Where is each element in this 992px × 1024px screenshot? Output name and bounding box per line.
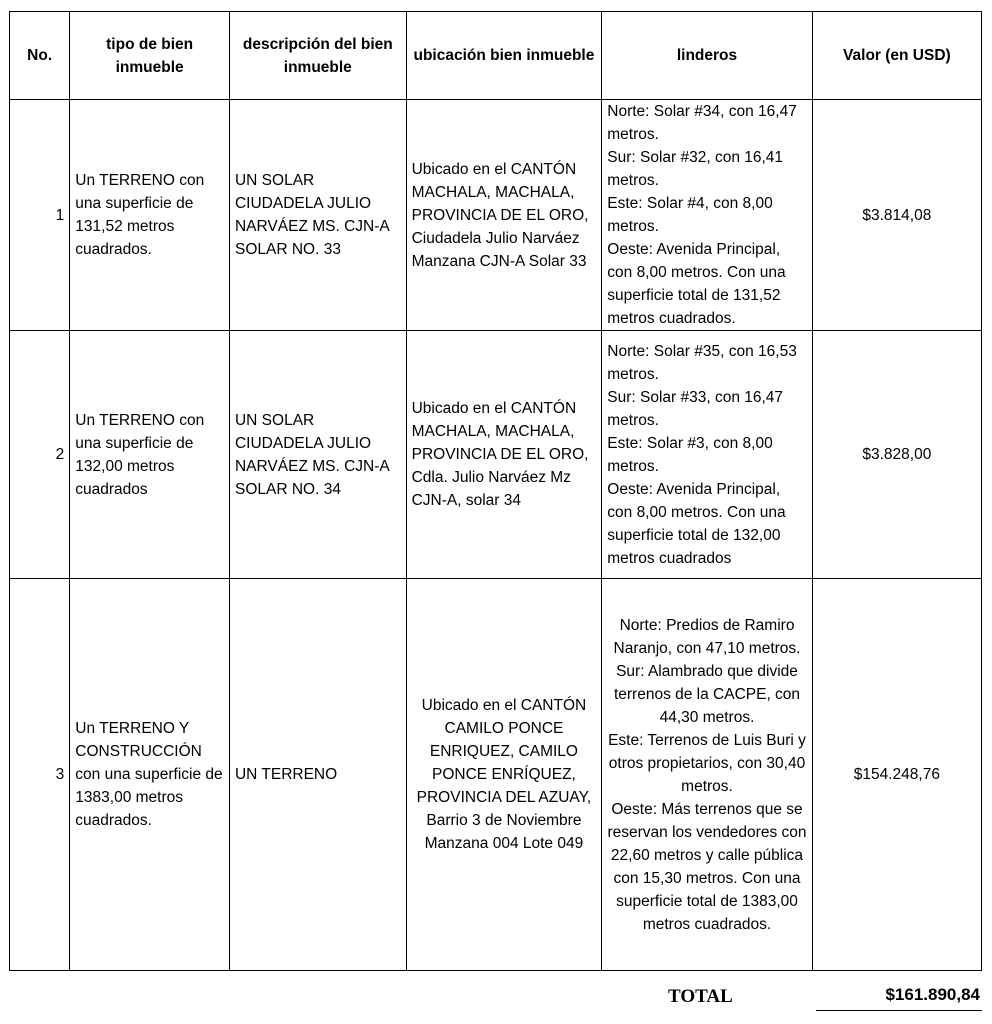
total-underline (816, 1010, 982, 1011)
lindero-norte: Norte: Predios de Ramiro Naranjo, con 47,10 metros. (613, 616, 801, 657)
row-no: 1 (10, 100, 70, 331)
row-tipo: Un TERRENO con una superficie de 131,52 metros cuadrados. (70, 100, 230, 331)
row-tipo: Un TERRENO con una superficie de 132,00 metros cuadrados (70, 331, 230, 579)
lindero-oeste: Oeste: Más terrenos que se reservan los vendedores con 22,60 metros y calle pública con 15,30 metros. Con una superficie total de 1383,00 metros cuadrados. (607, 800, 807, 933)
header-no: No. (10, 12, 70, 100)
total-label: TOTAL (668, 986, 733, 1007)
lindero-oeste: Oeste: Avenida Principal, con 8,00 metros. Con una superficie total de 132,00 metros cuadrados (607, 480, 786, 567)
row-descripcion: UN SOLAR CIUDADELA JULIO NARVÁEZ MS. CJN-A SOLAR NO. 34 (229, 331, 406, 579)
row-linderos (602, 100, 812, 331)
header-linderos: linderos (602, 12, 812, 100)
lindero-este: Este: Terrenos de Luis Buri y otros propietarios, con 30,40 metros. (608, 731, 806, 795)
row-valor: $154.248,76 (812, 579, 981, 971)
row-descripcion: UN SOLAR CIUDADELA JULIO NARVÁEZ MS. CJN-A SOLAR NO. 33 (229, 100, 406, 331)
table-row (10, 579, 982, 971)
row-descripcion: UN TERRENO (229, 579, 406, 971)
lindero-sur: Sur: Solar #33, con 16,47 metros. (607, 388, 784, 429)
lindero-este: Este: Solar #3, con 8,00 metros. (607, 434, 773, 475)
table-row (10, 331, 982, 579)
row-ubicacion: Ubicado en el CANTÓN MACHALA, MACHALA, PROVINCIA DE EL ORO, Ciudadela Julio Narváez Manzana CJN-A Solar 33 (406, 100, 602, 331)
total-value: $161.890,84 (885, 985, 980, 1004)
row-ubicacion: Ubicado en el CANTÓN CAMILO PONCE ENRIQUEZ, CAMILO PONCE ENRÍQUEZ, PROVINCIA DEL AZUAY, Barrio 3 de Noviembre Manzana 004 Lote 049 (406, 579, 602, 971)
row-valor: $3.814,08 (812, 100, 981, 331)
properties-table (9, 11, 982, 971)
row-linderos (602, 331, 812, 579)
table-row (10, 100, 982, 331)
header-valor: Valor (en USD) (812, 12, 981, 100)
row-no: 3 (10, 579, 70, 971)
header-tipo: tipo de bien inmueble (70, 12, 230, 100)
lindero-este: Este: Solar #4, con 8,00 metros. (607, 195, 773, 235)
lindero-norte: Norte: Solar #35, con 16,53 metros. (607, 342, 797, 383)
row-ubicacion: Ubicado en el CANTÓN MACHALA, MACHALA, PROVINCIA DE EL ORO, Cdla. Julio Narváez Mz CJN-A, solar 34 (406, 331, 602, 579)
lindero-sur: Sur: Alambrado que divide terrenos de la CACPE, con 44,30 metros. (613, 662, 801, 726)
lindero-oeste: Oeste: Avenida Principal, con 8,00 metros. Con una superficie total de 131,52 metros cuadrados. (607, 241, 786, 327)
row-valor: $3.828,00 (812, 331, 981, 579)
lindero-sur: Sur: Solar #32, con 16,41 metros. (607, 149, 784, 189)
header-descripcion: descripción del bien inmueble (229, 12, 406, 100)
lindero-norte: Norte: Solar #34, con 16,47 metros. (607, 103, 797, 143)
row-linderos (602, 579, 812, 971)
row-no: 2 (10, 331, 70, 579)
header-row (10, 12, 982, 100)
header-ubicacion: ubicación bien inmueble (406, 12, 602, 100)
row-tipo: Un TERRENO Y CONSTRUCCIÓN con una superficie de 1383,00 metros cuadrados. (70, 579, 230, 971)
